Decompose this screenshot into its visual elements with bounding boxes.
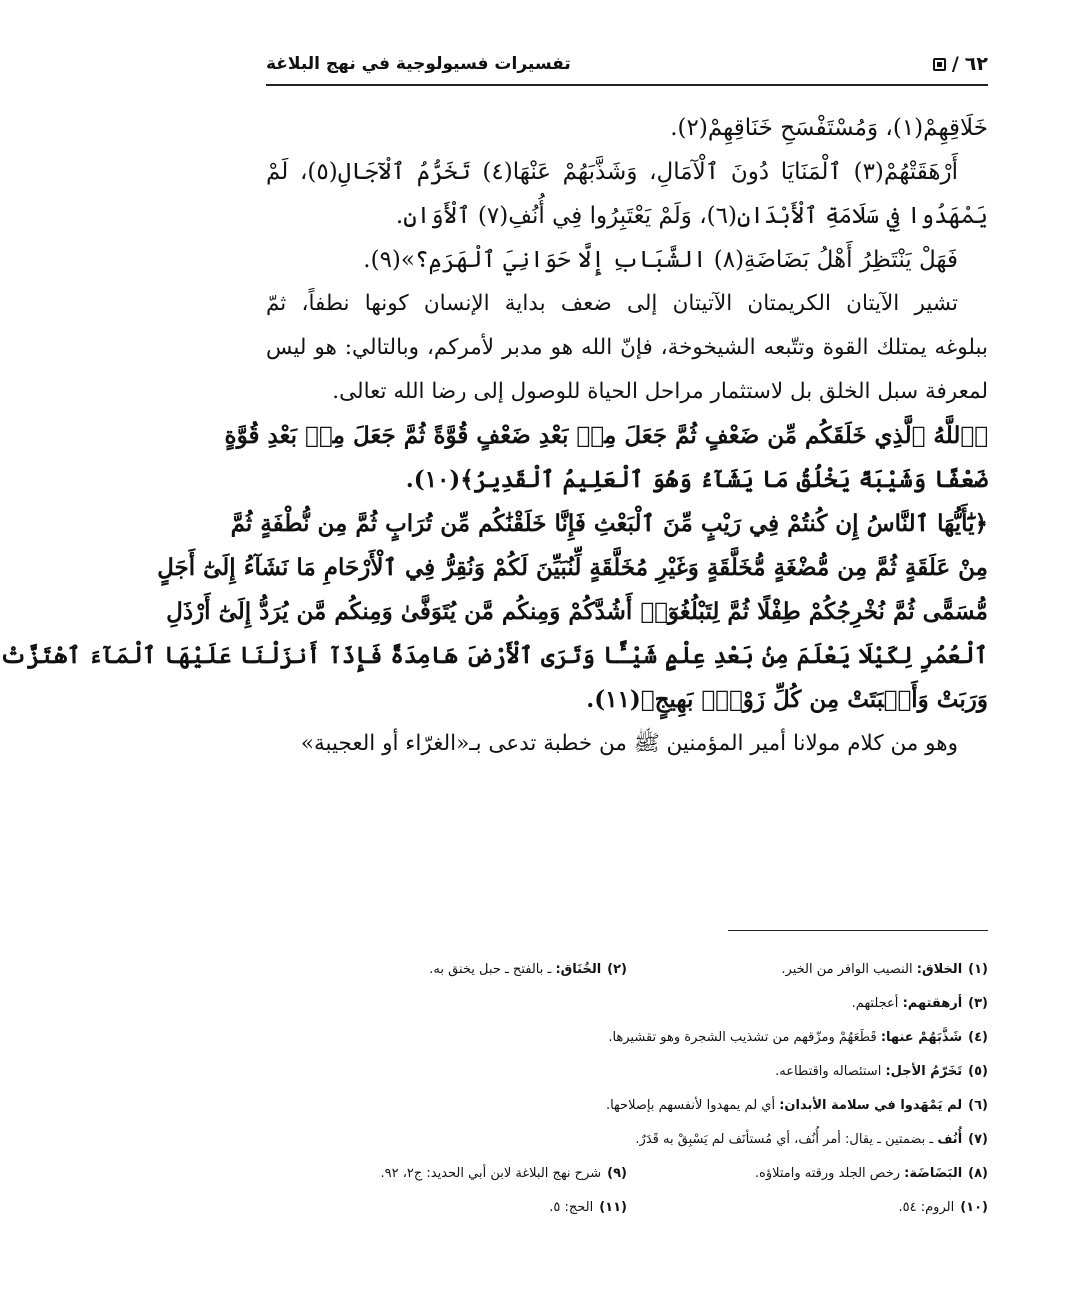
footnote-number: (٥)	[968, 1063, 988, 1079]
footnote-4	[266, 1030, 988, 1045]
footnote-number: (٦)	[968, 1097, 988, 1113]
page-marker-icon	[933, 58, 946, 71]
footnote-term: لم يَمْهَدوا في سلامة الأبدان:	[779, 1097, 963, 1113]
header-separator: /	[951, 53, 959, 75]
footnote-9	[266, 1166, 627, 1181]
footnote-text: النصيب الوافر من الخير.	[781, 961, 917, 977]
footnote-text: ـ بالفتح ـ حبل يخنق به.	[429, 961, 556, 977]
footnote-number: (٣)	[968, 995, 988, 1011]
body-line-6: ببلوغه يمتلك القوة وتتّبعه الشيخوخة، فإنّ الله هو مدبر لأمركم، وبالتالي: هو ليس	[266, 335, 988, 360]
footnote-1	[627, 962, 988, 977]
footnote-11	[266, 1200, 627, 1215]
body-line-5: تشير الآيتان الكريمتان الآتيتان إلى ضعف بداية الإنسان كونها نطفاً، ثمّ	[266, 291, 958, 316]
footnote-2	[266, 962, 627, 977]
book-title: تفسيرات فسيولوجية في نهج البلاغة	[266, 54, 571, 74]
footnotes	[266, 952, 988, 1224]
footnote-number: (٩)	[607, 1165, 627, 1181]
footnote-term: تَخَرّمُ الأجل:	[885, 1063, 963, 1079]
page-number: ٦٢	[964, 53, 988, 75]
page-number-block	[933, 53, 988, 75]
footnote-10	[627, 1200, 988, 1215]
verse-line-6: ٱلْعُمُرِ لِكَيْلَا يَعْلَمَ مِنۢ بَعْدِ عِلْمٍ شَيْـًٔا وَتَرَى ٱلْأَرْضَ هَامِدَةً فَإِذَآ أَنزَلْنَا عَلَيْهَا ٱلْمَآءَ ٱهْتَزَّتْ	[0, 642, 988, 669]
body-line-2: أَرْهَقَتْهُمْ(٣) ٱلْمَنَايَا دُونَ ٱلْآمَالِ، وَشَذَّبَهُمْ عَنْهَا(٤) تَخَرُّمُ ٱلْآجَالِ(٥)، لَمْ	[266, 159, 959, 185]
page-body	[0, 106, 988, 766]
footnote-row	[266, 1156, 988, 1190]
body-line-7: لمعرفة سبل الخلق بل لاستثمار مراحل الحياة للوصول إلى رضا الله تعالى.	[332, 379, 988, 404]
footnote-number: (١٠)	[960, 1199, 988, 1215]
footnote-number: (٨)	[968, 1165, 988, 1181]
footnote-text: استئصاله واقتطاعه.	[775, 1063, 886, 1079]
footnote-text: قَطَعَهُمْ ومزّقهم من تشذيب الشجرة وهو تقشيرها.	[608, 1029, 881, 1045]
verse-line-5: مُّسَمًّى ثُمَّ نُخْرِجُكُمْ طِفْلًا ثُمَّ لِتَبْلُغُوٓا۟ أَشُدَّكُمْ وَمِنكُم مَّن يُتَوَفَّىٰ وَمِنكُم مَّن يُرَدُّ إِلَىٰٓ أَرْذَلِ	[166, 598, 988, 625]
footnote-term: أرهقتهم:	[902, 995, 963, 1011]
footnote-number: (٧)	[968, 1131, 988, 1147]
footnote-5	[266, 1064, 988, 1079]
body-line-1: خَلَاقِهِمْ(١)، وَمُسْتَفْسَحِ خَنَاقِهِمْ(٢).	[670, 115, 988, 141]
verse-line-3: ﴿يَٰٓأَيُّهَا ٱلنَّاسُ إِن كُنتُمْ فِي رَيْبٍ مِّنَ ٱلْبَعْثِ فَإِنَّا خَلَقْنَٰكُم مِّن تُرَابٍ ثُمَّ مِن نُّطْفَةٍ ثُمَّ	[230, 510, 988, 537]
footnote-text: الروم: ٥٤.	[898, 1199, 955, 1215]
footnote-row	[266, 986, 988, 1020]
footnote-row	[266, 1088, 988, 1122]
footnote-row	[266, 952, 988, 986]
footnote-term: الخُنَاق:	[555, 961, 602, 977]
verse-line-1: ﴿ٱللَّهُ ٱلَّذِي خَلَقَكُم مِّن ضَعْفٍ ثُمَّ جَعَلَ مِنۢ بَعْدِ ضَعْفٍ قُوَّةً ثُمَّ جَعَلَ مِنۢ بَعْدِ قُوَّةٍ	[224, 422, 988, 449]
footnote-6	[266, 1098, 988, 1113]
footnote-text: أعجلتهم.	[851, 995, 903, 1011]
footnote-number: (١)	[968, 961, 988, 977]
footnote-text: أي لم يمهدوا لأنفسهم بإصلاحها.	[605, 1097, 780, 1113]
body-line-closing: وهو من كلام مولانا أمير المؤمنين ﷺ من خطبة تدعى بـ«الغرّاء أو العجيبة»	[300, 731, 958, 756]
footnote-3	[266, 996, 988, 1011]
verse-line-7: وَرَبَتْ وَأَنۢبَتَتْ مِن كُلِّ زَوْجٍۭ بَهِيجٍ﴾(١١).	[586, 686, 988, 713]
page-header	[266, 44, 988, 86]
verse-line-2: ضَعْفًا وَشَيْبَةً يَخْلُقُ مَا يَشَآءُ وَهُوَ ٱلْعَلِيمُ ٱلْقَدِيرُ﴾(١٠).	[405, 466, 988, 493]
footnote-term: البَضَاضَة:	[904, 1165, 963, 1181]
footnote-number: (١١)	[599, 1199, 627, 1215]
footnote-term: شَذَّبَهُمْ عنها:	[880, 1029, 963, 1045]
footnote-term: الخلاق:	[916, 961, 963, 977]
footnote-term: أُنُف	[937, 1131, 963, 1147]
body-line-3: يَمْهَدُوا فِي سَلَامَةِ ٱلْأَبْدَانِ(٦)، وَلَمْ يَعْتَبِرُوا فِي أُنُفِ(٧) ٱلْأَوَانِ.	[395, 203, 988, 229]
footnote-text: شرح نهج البلاغة لابن أبي الحديد: ج٢، ٩٢.	[380, 1165, 602, 1181]
body-line-4: فَهَلْ يَنْتَظِرُ أَهْلُ بَضَاضَةِ(٨) الشَّبَابِ إِلَّا حَوَانِيَ ٱلْهَرَمِ؟»(٩).	[363, 247, 958, 273]
footnote-8	[627, 1166, 988, 1181]
footnote-divider	[728, 930, 988, 931]
footnote-row	[266, 1054, 988, 1088]
footnote-row	[266, 1190, 988, 1224]
footnote-row	[266, 1122, 988, 1156]
verse-line-4: مِنْ عَلَقَةٍ ثُمَّ مِن مُّضْغَةٍ مُّخَلَّقَةٍ وَغَيْرِ مُخَلَّقَةٍ لِّنُبَيِّنَ لَكُمْ وَنُقِرُّ فِي ٱلْأَرْحَامِ مَا نَشَآءُ إِلَىٰٓ أَجَلٍ	[157, 554, 988, 581]
footnote-number: (٢)	[607, 961, 627, 977]
footnote-7	[266, 1132, 988, 1147]
footnote-text: الحج: ٥.	[549, 1199, 594, 1215]
footnote-text: رخص الجلد ورقته وامتلاؤه.	[754, 1165, 905, 1181]
footnote-number: (٤)	[968, 1029, 988, 1045]
footnote-text: ـ بضمتين ـ يقال: أمر أُنُف، أي مُستأنَف لم يَسْبِقْ به قَدَرٌ.	[635, 1131, 938, 1147]
footnote-row	[266, 1020, 988, 1054]
